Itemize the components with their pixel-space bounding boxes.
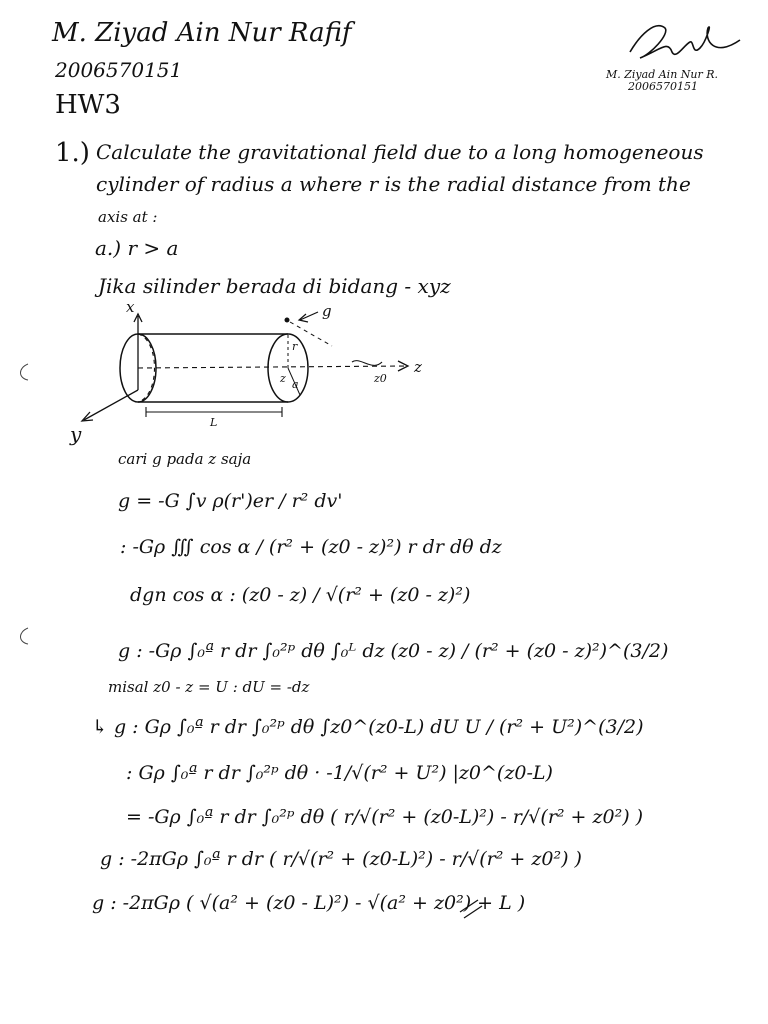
equation-5: misal z0 - z = U : dU = -dz xyxy=(108,678,310,696)
equation-7: : Gρ ∫₀ª r dr ∫₀²ᵖ dθ · -1/√(r² + U²) |z0^(z0-L) xyxy=(126,762,553,784)
axis-y-label: y xyxy=(70,422,82,446)
equation-3: dgn cos α : (z0 - z) / √(r² + (z0 - z)²) xyxy=(130,584,471,606)
student-id: 2006570151 xyxy=(55,58,183,82)
problem-text-line3: axis at : xyxy=(98,208,158,226)
signature-id: 2006570151 xyxy=(628,80,698,93)
equation-4: g : -Gρ ∫₀ª r dr ∫₀²ᵖ dθ ∫₀ᴸ dz (z0 - z) / (r² + (z0 - z)²)^(3/2) xyxy=(118,640,669,662)
equation-9: g : -2πGρ ∫₀ª r dr ( r/√(r² + (z0-L)²) - r/√(r² + z0²) ) xyxy=(100,848,582,870)
problem-text-line1: Calculate the gravitational field due to a long homogeneous xyxy=(96,140,704,164)
solution-intro: cari g pada z saja xyxy=(118,450,252,468)
equation-1: g = -G ∫v ρ(r')er / r² dv' xyxy=(118,490,343,512)
length-L-label: L xyxy=(210,416,218,429)
axis-x-label: x xyxy=(126,298,135,316)
student-name: M. Ziyad Ain Nur Rafif xyxy=(52,18,352,48)
radius-a-label: a xyxy=(292,378,299,391)
axis-z-label: z xyxy=(414,358,422,376)
signature-name: M. Ziyad Ain Nur R. xyxy=(606,68,719,81)
problem-number: 1.) xyxy=(55,138,90,168)
equation-2: : -Gρ ∭ cos α / (r² + (z0 - z)²) r dr dθ dz xyxy=(120,536,502,558)
problem-note: Jika silinder berada di bidang - xyz xyxy=(98,274,451,298)
cylinder-z-label: z xyxy=(280,372,286,385)
equation-10: g : -2πGρ ( √(a² + (z0 - L)²) - √(a² + z0²) + L ) xyxy=(92,892,526,914)
homework-title: HW3 xyxy=(55,90,121,120)
equation-8: = -Gρ ∫₀ª r dr ∫₀²ᵖ dθ ( r/√(r² + (z0-L)²) - r/√(r² + z0²) ) xyxy=(126,806,644,828)
radius-r-label: r xyxy=(292,340,298,353)
equation-6: ↳ g : Gρ ∫₀ª r dr ∫₀²ᵖ dθ ∫z0^(z0-L) dU U / (r² + U²)^(3/2) xyxy=(92,716,644,738)
z0-label: z0 xyxy=(374,372,387,385)
problem-part: a.) r > a xyxy=(95,236,179,260)
problem-text-line2: cylinder of radius a where r is the radial distance from the xyxy=(96,172,691,196)
g-vector-label: g xyxy=(322,302,332,320)
